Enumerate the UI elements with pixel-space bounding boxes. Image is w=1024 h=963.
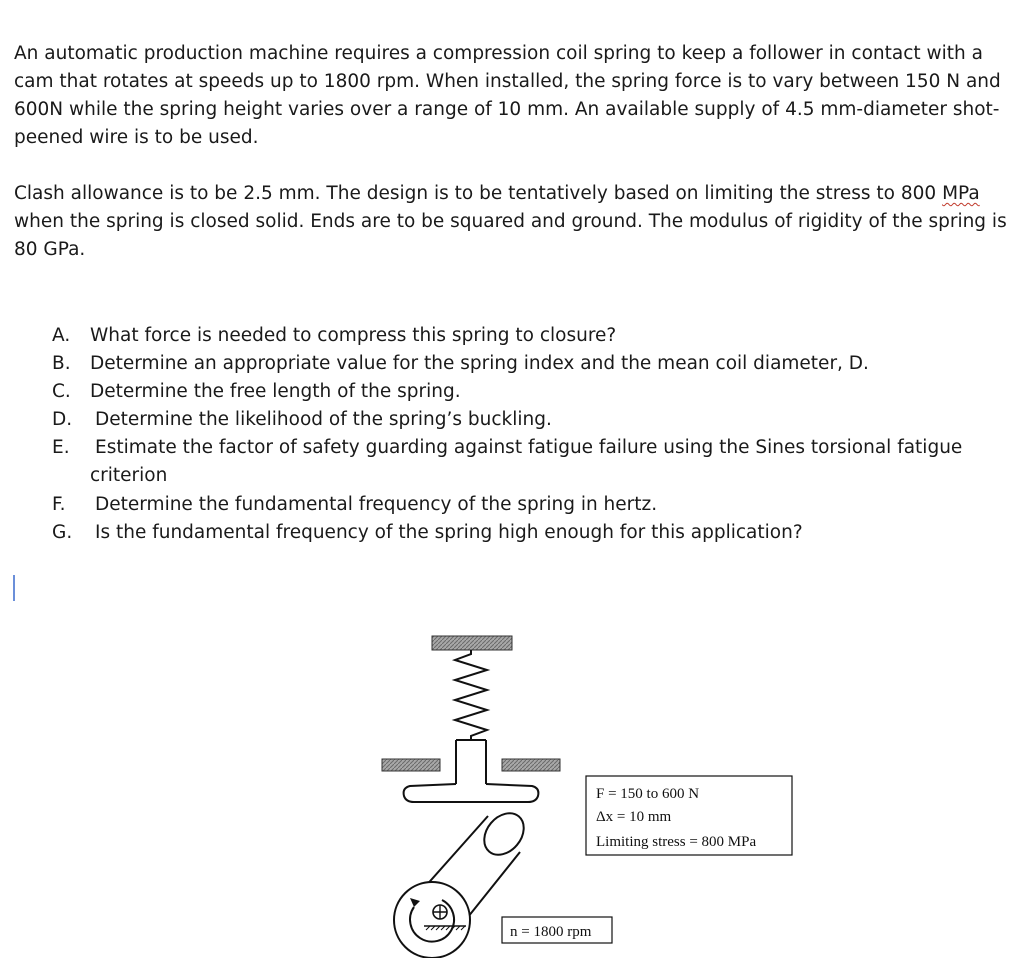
cam-disc xyxy=(394,882,470,958)
question-text-continued: criterion xyxy=(90,465,168,486)
spec-displacement: Δx = 10 mm xyxy=(596,809,672,825)
question-text: Determine the fundamental frequency of the spring in hertz. xyxy=(95,494,658,515)
question-label: F. xyxy=(52,494,66,515)
coil-spring xyxy=(455,650,487,740)
question-label: E. xyxy=(52,437,70,458)
spelling-flagged-unit[interactable]: MPa xyxy=(942,183,980,204)
question-label: D. xyxy=(52,409,73,430)
paragraph-2-text-a: Clash allowance is to be 2.5 mm. The design is to be tentatively based on limiting the stress to 800 xyxy=(14,183,943,204)
question-label: C. xyxy=(52,381,71,402)
follower-foot xyxy=(404,784,539,802)
spring-cam-figure xyxy=(370,620,810,958)
follower-stem xyxy=(456,740,486,784)
spec-force: F = 150 to 600 N xyxy=(596,786,700,802)
spec-limiting-stress: Limiting stress = 800 MPa xyxy=(596,834,757,850)
cam-cylinder-end xyxy=(476,805,532,862)
problem-paragraph-1: An automatic production machine requires a compression coil spring to keep a follower in contact with a cam that rotates at speeds up to 1800 rpm. When installed, the spring force is to vary between 150 N and 600N while the spring height varies over a range of 10 mm. An available supply of 4.5 mm-diameter shot-peened wire is to be used. xyxy=(14,43,1001,148)
paragraph-2-text-b: when the spring is closed solid. Ends are to be squared and ground. The modulus of rigidity of the spring is 80 GPa. xyxy=(14,211,1007,260)
question-label: B. xyxy=(52,353,71,374)
question-text: What force is needed to compress this spring to closure? xyxy=(90,325,617,346)
question-text: Determine an appropriate value for the spring index and the mean coil diameter, D. xyxy=(90,353,869,374)
question-text: Estimate the factor of safety guarding against fatigue failure using the Sines torsional fatigue xyxy=(95,437,963,458)
problem-paragraph-2 xyxy=(14,180,1014,264)
question-text: Determine the free length of the spring. xyxy=(90,381,461,402)
text-cursor xyxy=(13,575,15,601)
question-label: A. xyxy=(52,325,71,346)
guide-block-left xyxy=(382,759,440,771)
question-text: Determine the likelihood of the spring’s buckling. xyxy=(95,409,552,430)
speed-label: n = 1800 rpm xyxy=(510,924,592,940)
guide-block-right xyxy=(502,759,560,771)
top-support xyxy=(432,636,512,650)
question-label: G. xyxy=(52,522,73,543)
question-text: Is the fundamental frequency of the spring high enough for this application? xyxy=(95,522,803,543)
